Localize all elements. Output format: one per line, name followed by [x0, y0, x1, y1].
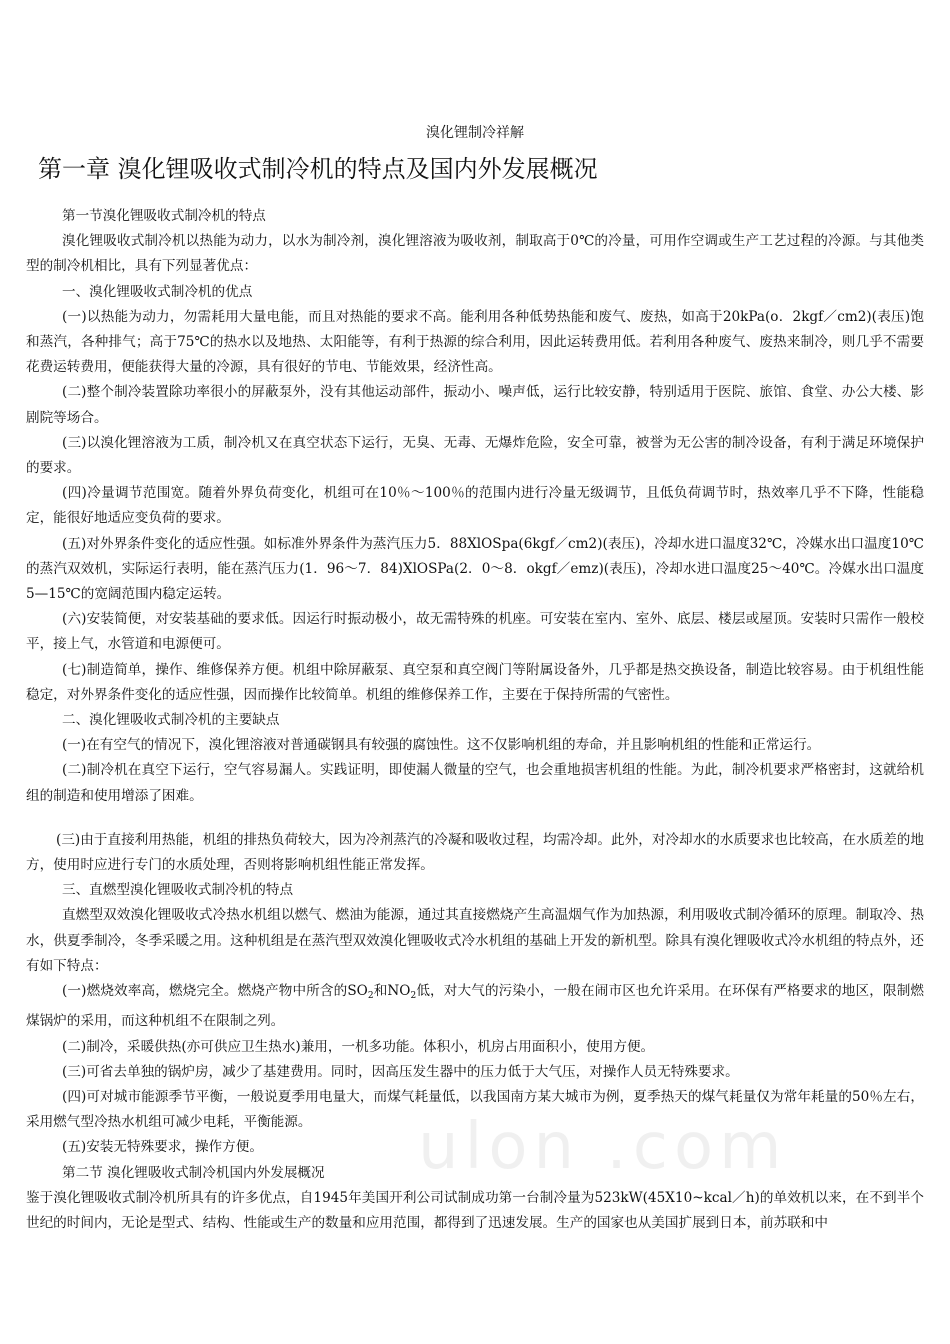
direct-fired-paragraph: (五)安装无特殊要求，操作方便。 [62, 1139, 263, 1156]
intro-paragraph: 溴化锂吸收式制冷机以热能为动力，以水为制冷剂，溴化锂溶液为吸收剂，制取高于0℃的冷量，可用作空调或生产工艺过程的冷源。与其他类型的制冷机相比，具有下列显著优点： [26, 233, 924, 275]
disadvantage-paragraph: (三)由于直接利用热能，机组的排热负荷较大，因为冷剂蒸汽的冷凝和吸收过程，均需冷却。此外，对冷却水的水质要求也比较高，在水质差的地方，使用时应进行专门的水质处理，否则将影响机组性能正常发挥。 [26, 831, 924, 874]
advantage-paragraph: (一)以热能为动力，勿需耗用大量电能，而且对热能的要求不高。能利用各种低势热能和废气、废热，如高于20kPa(o．2kgf／cm2)(表压)饱和蒸汽，各种排气；高于75℃的热水以及地热、太阳能等，有利于热源的综合利用，因此运转费用低。若利用各种废气、废热来制冷，则几乎不需要花费运转费用，便能获得大量的冷源，具有很好的节电、节能效果，经济性高。 [26, 308, 924, 376]
watermark: ulon .com [418, 1110, 788, 1184]
direct-fired-paragraph [26, 979, 924, 1034]
so2-subscript: 2 [367, 991, 374, 1002]
advantages-heading: 一、溴化锂吸收式制冷机的优点 [62, 283, 253, 300]
paragraph-gap [26, 809, 924, 828]
document-title: 溴化锂制冷祥解 [426, 125, 524, 141]
direct-text-c: 低，对大气的污染小，一般在闹市区也允许采用。在环保有严格要求的地区，限制燃煤锅炉的采用，而这种机组不在限制之列。 [26, 983, 925, 1030]
section2-heading: 第二节 溴化锂吸收式制冷机国内外发展概况 [62, 1164, 325, 1181]
direct-fired-paragraph: (二)制冷，采暖供热(亦可供应卫生热水)兼用，一机多功能。体积小，机房占用面积小，使用方便。 [62, 1038, 655, 1055]
document-body [26, 204, 924, 1236]
disadvantage-paragraph: (二)制冷机在真空下运行，空气容易漏人。实践证明，即使漏人微量的空气，也会重地损害机组的性能。为此，制冷机要求严格密封，这就给机组的制造和使用增添了困难。 [26, 762, 924, 804]
advantage-paragraph: (五)对外界条件变化的适应性强。如标准外界条件为蒸汽压力5．88XlOSpa(6kgf／cm2)(表压)，冷却水进口温度32℃，冷媒水出口温度10℃的蒸汽双效机，实际运行表明，能在蒸汽压力(1．96～7．84)XlOSPa(2．0～8．okgf／emz)(表压)，冷却水进口温度25～40℃。冷媒水出口温度5—15℃的宽阔范围内稳定运转。 [26, 535, 924, 603]
disadvantage-paragraph: (一)在有空气的情况下，溴化锂溶液对普通碳钢具有较强的腐蚀性。这不仅影响机组的寿命，并且影响机组的性能和正常运行。 [62, 737, 821, 754]
advantage-paragraph: (四)冷量调节范围宽。随着外界负荷变化，机组可在10％～100％的范围内进行冷量无级调节，且低负荷调节时，热效率几乎不下降，性能稳定，能很好地适应变负荷的要求。 [26, 485, 924, 527]
chapter-title: 第一章 溴化锂吸收式制冷机的特点及国内外发展概况 [38, 155, 598, 183]
direct-text-b: 和NO [373, 983, 411, 1000]
no2-subscript: 2 [410, 991, 417, 1002]
direct-fired-intro: 直燃型双效溴化锂吸收式冷热水机组以燃气、燃油为能源，通过其直接燃烧产生高温烟气作为加热源，利用吸收式制冷循环的原理。制取冷、热水，供夏季制冷，冬季采暖之用。这种机组是在蒸汽型双效溴化锂吸收式冷水机组的基础上开发的新机型。除具有溴化锂吸收式冷水机组的特点外，还有如下特点： [26, 907, 924, 974]
direct-fired-paragraph: (三)可省去单独的锅炉房，减少了基建费用。同时，因高压发生器中的压力低于大气压，对操作人员无特殊要求。 [62, 1063, 739, 1080]
direct-fired-heading: 三、直燃型溴化锂吸收式制冷机的特点 [62, 882, 294, 899]
direct-text-a: (一)燃烧效率高，燃烧完全。燃烧产物中所含的SO [62, 983, 368, 1000]
section1-heading: 第一节溴化锂吸收式制冷机的特点 [62, 208, 266, 224]
section2-paragraph: 鉴于溴化锂吸收式制冷机所具有的许多优点，自1945年美国开利公司试制成功第一台制冷量为523kW(45X10~kcal／h)的单效机以来，在不到半个世纪的时间内，无论是型式、结构、性能或生产的数量和应用范围，都得到了迅速发展。生产的国家也从美国扩展到日本，前苏联和中 [26, 1189, 924, 1231]
advantage-paragraph: (六)安装简便，对安装基础的要求低。因运行时振动极小，故无需特殊的机座。可安装在室内、室外、底层、楼层或屋顶。安装时只需作一般校平，接上气，水管道和电源便可。 [26, 611, 924, 653]
advantage-paragraph: (二)整个制冷装置除功率很小的屏蔽泵外，没有其他运动部件，振动小、噪声低，运行比较安静，特别适用于医院、旅馆、食堂、办公大楼、影剧院等场合。 [26, 384, 924, 426]
disadvantages-heading: 二、溴化锂吸收式制冷机的主要缺点 [62, 712, 280, 729]
advantage-paragraph: (三)以溴化锂溶液为工质，制冷机又在真空状态下运行，无臭、无毒、无爆炸危险，安全可靠，被誉为无公害的制冷设备，有利于满足环境保护的要求。 [26, 434, 924, 477]
direct-fired-paragraph: (四)可对城市能源季节平衡，一般说夏季用电量大，而煤气耗量低，以我国南方某大城市为例，夏季热天的煤气耗量仅为常年耗量的50％左右，采用燃气型冷热水机组可减少电耗，平衡能源。 [26, 1088, 924, 1131]
advantage-paragraph: (七)制造简单，操作、维修保养方便。机组中除屏蔽泵、真空泵和真空阀门等附属设备外，几乎都是热交换设备，制造比较容易。由于机组性能稳定，对外界条件变化的适应性强，因而操作比较简单。机组的维修保养工作，主要在于保持所需的气密性。 [26, 661, 924, 703]
